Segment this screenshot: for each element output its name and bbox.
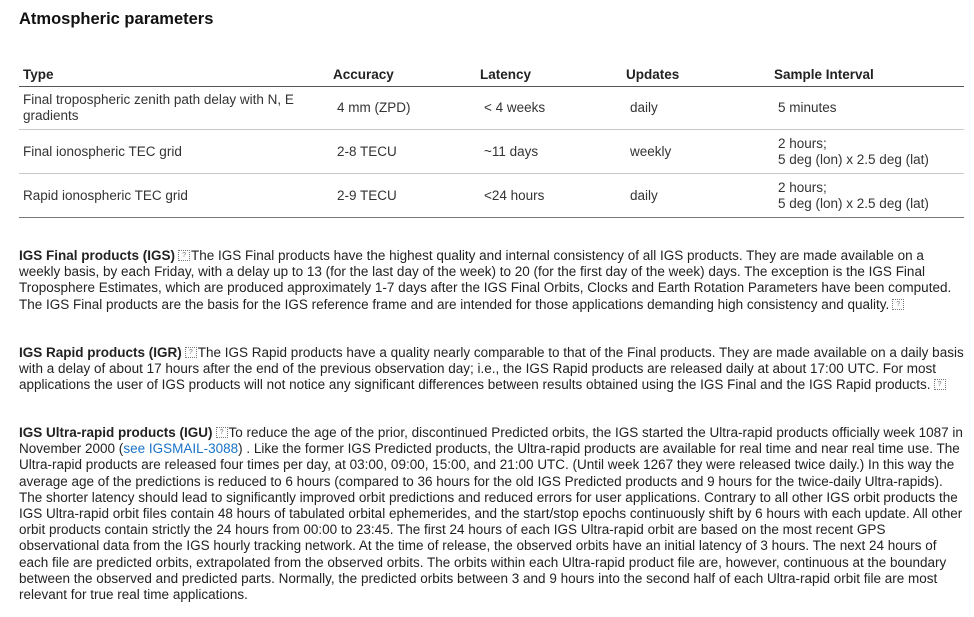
atmospheric-parameters-table [19,64,964,218]
missing-glyph-icon: ? [178,250,190,261]
igsmail-3088-link[interactable]: see IGSMAIL-3088 [123,441,239,457]
table-row [19,174,964,218]
cell-updates: daily [626,87,774,130]
paragraph-body: The IGS Final products have the highest quality and internal consistency of all IGS products. They are made available on a weekly basis, by each Friday, with a delay up to 13 (for the last day of the week) to 20 (for the first day of the week) days. The exception is the IGS Final Troposphere Estimates, which are produced approximately 1-7 days after the IGS Final Orbits, Clocks and Earth Rotation Parameters have been computed. The IGS Final products are the basis for the IGS reference frame and are intended for those applications demanding high consistency and quality. [19,248,952,312]
paragraph-igs-final [19,248,967,313]
table-row [19,130,964,174]
paragraph-body-continued: ) . Like the former IGS Predicted products, the Ultra-rapid products are available for real time and near real time use. The Ultra-rapid products are released four times per day, at 03:00, 09:00, 15:00, and 21:00 UTC. (Until week 1267 they were released twice daily.) In this way the average age of the predictions is reduced to 6 hours (compared to 36 hours for the old IGS Predicted products and 9 hours for the twice-daily Ultra-rapids). The shorter latency should lead to significantly improved orbit predictions and reduced errors for user applications. Contrary to all other IGS orbit products the IGS Ultra-rapid orbit files contain 48 hours of tabulated orbital ephemerides, and the start/stop epochs continuously shift by 6 hours with each update. All other orbit products contain strictly the 24 hours from 00:00 to 23:45. The first 24 hours of each IGS Ultra-rapid orbit are based on the most recent GPS observational data from the IGS hourly tracking network. At the time of release, the observed orbits have an initial latency of 3 hours. The next 24 hours of each file are predicted orbits, extrapolated from the observed orbits. The orbits within each Ultra-rapid product file are, however, continuous at the boundary between the observed and predicted parts. Normally, the predicted orbits between 3 and 9 hours into the second half of each Ultra-rapid orbit file are most relevant for true real time applications. [19,441,963,603]
cell-latency: ~11 days [480,130,626,174]
cell-accuracy: 2-9 TECU [333,174,480,218]
sample-interval-line: 5 minutes [778,100,837,115]
section-title: Atmospheric parameters [19,10,214,28]
paragraph-title: IGS Ultra-rapid products (IGU) [19,425,213,440]
cell-sample-interval [774,174,964,218]
paragraph-body: To reduce the age of the prior, discontinued Predicted orbits, the IGS started the Ultra-rapid products officially week 1087 in November 2000 ( [19,425,963,457]
column-header-updates: Updates [626,64,774,87]
missing-glyph-icon: ? [892,299,904,310]
sample-interval-line: 2 hours; [778,179,827,195]
table-row [19,87,964,130]
sample-interval-line: 5 deg (lon) x 2.5 deg (lat) [778,151,929,167]
paragraph-title: IGS Final products (IGS) [19,248,176,263]
cell-sample-interval [774,87,964,130]
cell-accuracy: 4 mm (ZPD) [333,87,480,130]
paragraph-title: IGS Rapid products (IGR) [19,345,182,360]
cell-latency: <24 hours [480,174,626,218]
missing-glyph-icon: ? [934,379,946,390]
cell-accuracy: 2-8 TECU [333,130,480,174]
paragraph-igs-ultra-rapid [19,425,967,603]
cell-type: Final ionospheric TEC grid [19,130,333,174]
sample-interval-line: 2 hours; [778,135,827,151]
table-header-row [19,64,964,87]
paragraph-body: The IGS Rapid products have a quality nearly comparable to that of the Final products. They are made available on a daily basis with a delay of about 17 hours after the end of the previous observation day; i.e., the IGS Rapid products are released daily at about 17:00 UTC. For most applications the user of IGS products will not notice any significant differences between results obtained using the IGS Final and the IGS Rapid products. [19,345,964,393]
missing-glyph-icon: ? [185,347,197,358]
cell-updates: weekly [626,130,774,174]
paragraph-igs-rapid [19,345,967,394]
sample-interval-line: 5 deg (lon) x 2.5 deg (lat) [778,195,929,211]
cell-type: Final tropospheric zenith path delay with N, E gradients [19,87,333,130]
column-header-latency: Latency [480,64,626,87]
cell-latency: < 4 weeks [480,87,626,130]
cell-sample-interval [774,130,964,174]
cell-updates: daily [626,174,774,218]
column-header-accuracy: Accuracy [333,64,480,87]
missing-glyph-icon: ? [216,427,228,438]
column-header-sample-interval: Sample Interval [774,64,964,87]
column-header-type: Type [19,64,333,87]
cell-type: Rapid ionospheric TEC grid [19,174,333,218]
